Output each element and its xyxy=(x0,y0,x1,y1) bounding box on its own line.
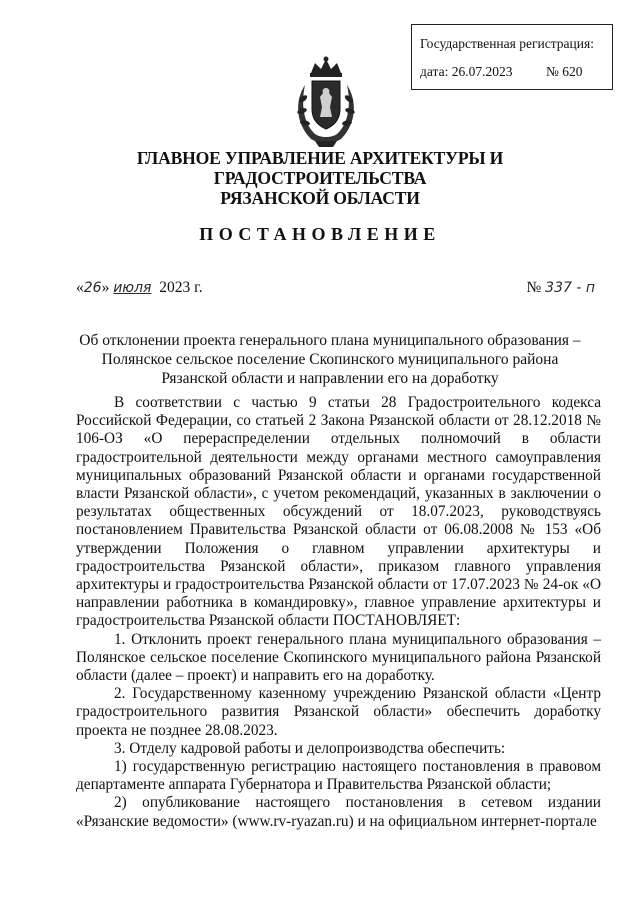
clause-1: 1. Отклонить проект генерального плана муниципального образования – Полянское сельское поселение Скопинского муниципального района Рязанской области (далее – проект) и направить его на доработку. xyxy=(76,630,601,685)
organization-name-line1: ГЛАВНОЕ УПРАВЛЕНИЕ АРХИТЕКТУРЫ И ГРАДОСТРОИТЕЛЬСТВА xyxy=(136,148,504,188)
clause-2: 2. Государственному казенному учреждению Рязанской области «Центр градостроительного развития Рязанской области» обеспечить доработку проекта не позднее 28.08.2023. xyxy=(76,685,601,739)
subject-line2: Полянское сельское поселение Скопинского муниципального района xyxy=(101,351,559,368)
date-open-quote: « xyxy=(76,279,84,296)
clause-3: 3. Отделу кадровой работы и делопроизводства обеспечить: xyxy=(114,739,506,757)
date-mid-quote: » xyxy=(101,279,110,296)
number-handwritten: 337 - п xyxy=(545,280,595,296)
document-number xyxy=(527,279,596,297)
document-subject xyxy=(60,331,600,388)
coat-of-arms-icon xyxy=(291,55,361,151)
subject-line1: Об отклонении проекта генерального плана муниципального образования – xyxy=(79,332,581,349)
document-date xyxy=(76,279,203,297)
date-year: 2023 г. xyxy=(159,279,203,296)
document-body xyxy=(76,394,601,831)
preamble-paragraph: В соответствии с частью 9 статьи 28 Градостроительного кодекса Российской Федерации, со статьей 2 Закона Рязанской области от 28.12.2018 № 106-ОЗ «О перераспределении отдельных полномочий в области градостроительной деятельности между органами местного самоуправления муниципальных образований Рязанской области и органами государственной власти Рязанской области», с учетом рекомендаций, указанных в заключении о результатах общественных обсуждений от 18.07.2023, руководствуясь постановлением Правительства Рязанской области от 06.08.2008 № 153 «Об утверждении Положения о главном управлении архитектуры и градостроительства Рязанской области», приказом главного управления архитектуры и градостроительства Рязанской области от 17.07.2023 № 24-ок «О направлении работника в командировку», главное управление архитектуры и градостроительства Рязанской области ПОСТАНОВЛЯЕТ: xyxy=(76,394,601,630)
registration-date: дата: 26.07.2023 xyxy=(420,64,513,79)
date-month-handwritten: июля xyxy=(113,280,152,296)
organization-name xyxy=(40,148,600,208)
date-day-handwritten: 26 xyxy=(83,280,102,296)
clause-3-item-2: 2) опубликование настоящего постановления в сетевом издании «Рязанские ведомости» (www.rv-ryazan.ru) и на официальном интернет-портале xyxy=(76,794,601,830)
number-prefix: № xyxy=(526,279,542,296)
clause-3-item-1: 1) государственную регистрацию настоящего постановления в правовом департаменте аппарата Губернатора и Правительства Рязанской области; xyxy=(76,758,601,794)
registration-title: Государственная регистрация: xyxy=(420,36,594,51)
registration-stamp xyxy=(411,24,613,90)
subject-line3: Рязанской области и направлении его на доработку xyxy=(161,370,499,387)
registration-number: № 620 xyxy=(546,64,583,79)
document-type: ПОСТАНОВЛЕНИЕ xyxy=(199,224,441,244)
organization-name-line2: РЯЗАНСКОЙ ОБЛАСТИ xyxy=(220,188,420,208)
